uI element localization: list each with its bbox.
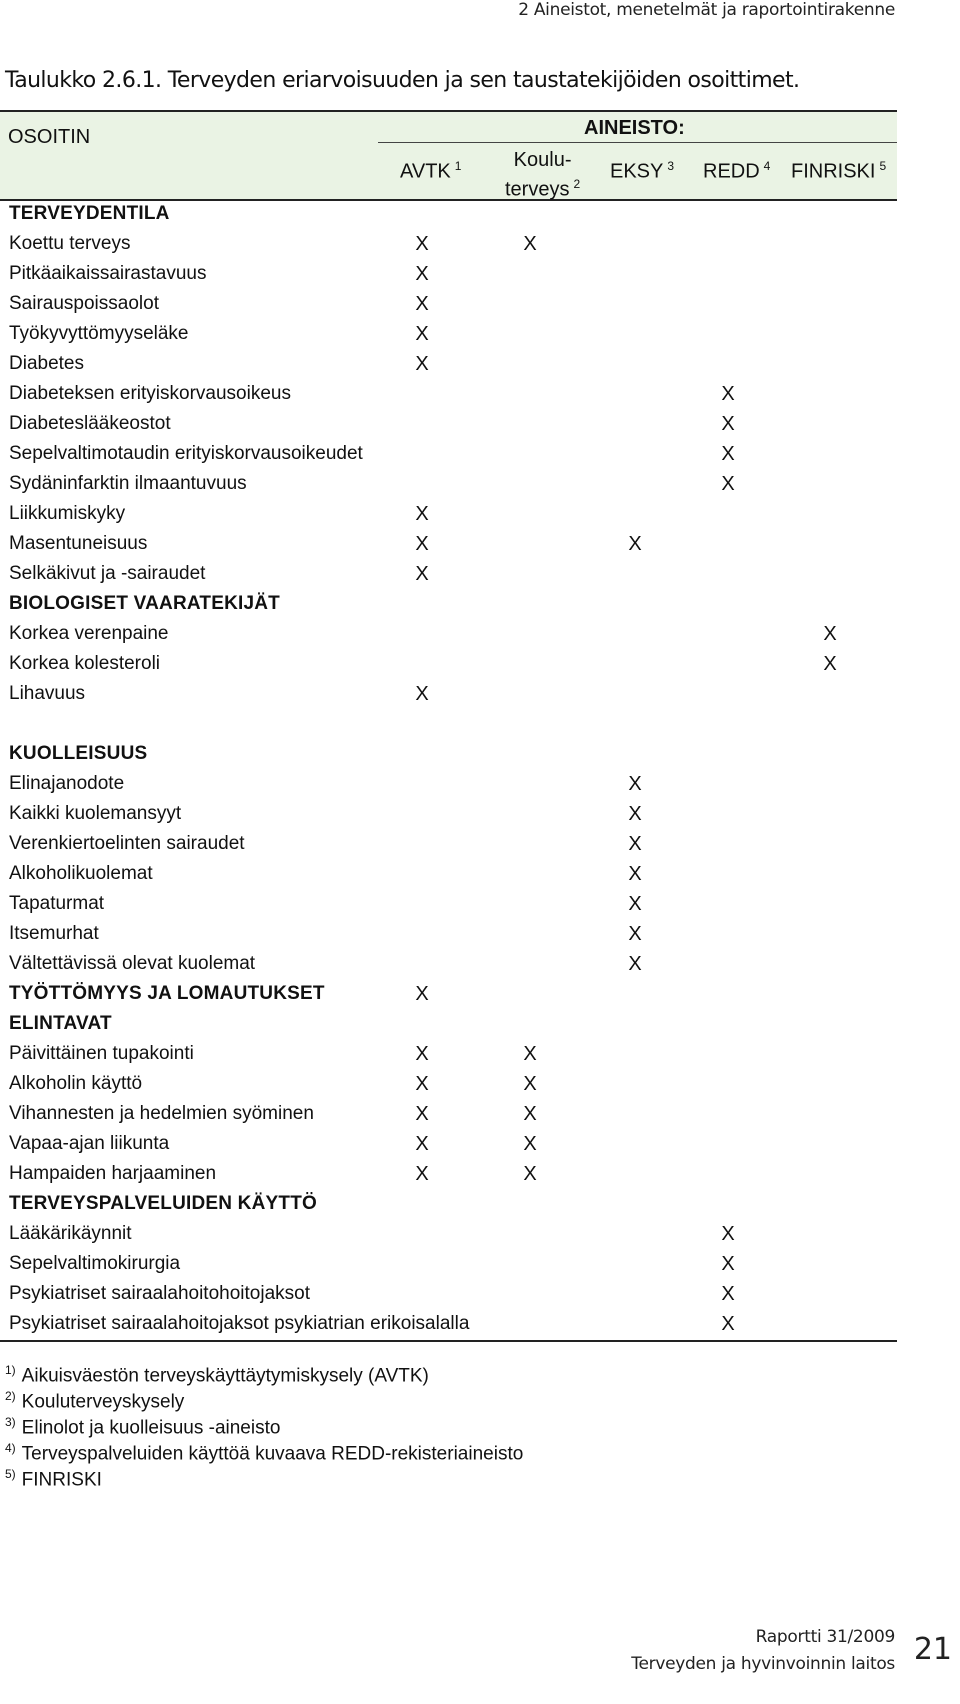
table-row (0, 229, 897, 259)
row-label: Masentuneisuus (9, 533, 148, 554)
page-number: 21 (913, 1632, 952, 1667)
cell-mark: X (415, 533, 429, 555)
cell-mark: X (415, 503, 429, 525)
cell-mark: X (721, 473, 735, 495)
column-header-sup: 1 (454, 159, 462, 173)
section-label: BIOLOGISET VAARATEKIJÄT (9, 593, 280, 614)
cell-mark: X (721, 413, 735, 435)
column-header-label: FINRISKI (791, 160, 876, 183)
cell-mark: X (721, 1223, 735, 1245)
footnote-text: Kouluterveyskysely (21, 1391, 185, 1413)
row-label: Vältettävissä olevat kuolemat (9, 953, 256, 974)
table-row (0, 499, 897, 529)
header-osoitin: OSOITIN (8, 126, 91, 148)
cell-mark: X (721, 443, 735, 465)
section-header-row (0, 589, 897, 619)
row-label: Verenkiertoelinten sairaudet (9, 833, 245, 854)
cell-mark: X (721, 1283, 735, 1305)
section-header-row (0, 1009, 897, 1039)
row-label: Tapaturmat (9, 893, 105, 914)
row-label: Koettu terveys (9, 233, 131, 254)
table-row (0, 559, 897, 589)
cell-mark: X (523, 1133, 537, 1155)
table-row (0, 679, 897, 709)
table-row (0, 409, 897, 439)
cell-mark: X (523, 1043, 537, 1065)
table-row (0, 769, 897, 799)
cell-mark: X (721, 383, 735, 405)
row-label: Vihannesten ja hedelmien syöminen (9, 1103, 314, 1124)
table-row (0, 1159, 897, 1189)
footnote (5, 1363, 523, 1389)
table-body (0, 199, 897, 1339)
column-header-sup: 4 (763, 159, 771, 173)
spacer-row (0, 709, 897, 739)
cell-mark: X (415, 1163, 429, 1185)
footnote (5, 1415, 523, 1441)
row-label: Selkäkivut ja -sairaudet (9, 563, 206, 584)
footer-report: Raportti 31/2009 (755, 1627, 895, 1647)
section-header-row (0, 979, 897, 1009)
cell-mark: X (628, 833, 642, 855)
row-label: Korkea verenpaine (9, 623, 169, 644)
table-row (0, 349, 897, 379)
column-header-label: EKSY (610, 160, 664, 183)
table-row (0, 619, 897, 649)
footnote-number: 4) (5, 1441, 16, 1455)
table-row (0, 529, 897, 559)
table-row (0, 1069, 897, 1099)
table-row (0, 859, 897, 889)
cell-mark: X (628, 803, 642, 825)
row-label: Sepelvaltimokirurgia (9, 1253, 181, 1274)
cell-mark: X (823, 653, 837, 675)
footnote-text: Aikuisväestön terveyskäyttäytymiskysely (AVTK) (21, 1365, 429, 1387)
footnote-text: Terveyspalveluiden käyttöä kuvaava REDD-rekisteriaineisto (21, 1443, 524, 1465)
cell-mark: X (415, 293, 429, 315)
column-header-label: Koulu- (513, 149, 572, 171)
header-aineisto: AINEISTO: (584, 117, 685, 139)
row-label: Lääkärikäynnit (9, 1223, 132, 1244)
table-row (0, 1219, 897, 1249)
table-row (0, 319, 897, 349)
section-header-row (0, 1189, 897, 1219)
table-row (0, 289, 897, 319)
row-label: Kaikki kuolemansyyt (9, 803, 182, 824)
cell-mark: X (415, 263, 429, 285)
section-label: KUOLLEISUUS (9, 743, 148, 764)
cell-mark: X (415, 1043, 429, 1065)
row-label: Työkyvyttömyyseläke (9, 323, 189, 344)
footnote-number: 2) (5, 1389, 16, 1403)
cell-mark: X (523, 1163, 537, 1185)
table-row (0, 829, 897, 859)
row-label: Elinajanodote (9, 773, 125, 794)
column-header-eksy (610, 159, 674, 184)
table-row (0, 1249, 897, 1279)
footnote (5, 1467, 523, 1493)
row-label: Pitkäaikaissairastavuus (9, 263, 207, 284)
cell-mark: X (523, 233, 537, 255)
column-header-sup: 2 (573, 177, 581, 191)
row-label: Hampaiden harjaaminen (9, 1163, 217, 1184)
cell-mark: X (523, 1103, 537, 1125)
cell-mark: X (415, 1073, 429, 1095)
column-header-sup: 5 (879, 159, 887, 173)
table-row (0, 1039, 897, 1069)
cell-mark: X (628, 533, 642, 555)
row-label: Itsemurhat (9, 923, 99, 944)
cell-mark: X (628, 923, 642, 945)
cell-mark: X (628, 863, 642, 885)
column-header-finriski (791, 159, 886, 184)
row-label: Diabeteksen erityiskorvausoikeus (9, 383, 291, 404)
row-label: Sairauspoissaolot (9, 293, 159, 314)
cell-mark: X (415, 1133, 429, 1155)
row-label: Alkoholikuolemat (9, 863, 153, 884)
section-label: TERVEYSPALVELUIDEN KÄYTTÖ (9, 1193, 317, 1214)
row-label: Diabetes (9, 353, 84, 374)
column-header-label: AVTK (400, 160, 451, 183)
row-label: Päivittäinen tupakointi (9, 1043, 194, 1064)
table-row (0, 949, 897, 979)
table-row (0, 439, 897, 469)
footnote-number: 3) (5, 1415, 16, 1429)
cell-mark: X (415, 353, 429, 375)
table-row (0, 649, 897, 679)
cell-mark: X (523, 1073, 537, 1095)
column-header-sup: 3 (667, 159, 675, 173)
row-label: Vapaa-ajan liikunta (9, 1133, 170, 1154)
aineisto-rule (378, 142, 897, 143)
table-row (0, 889, 897, 919)
cell-mark: X (823, 623, 837, 645)
column-header-avtk (400, 159, 461, 184)
row-label: Sepelvaltimotaudin erityiskorvausoikeudet (9, 443, 363, 464)
footnote-text: FINRISKI (21, 1469, 102, 1491)
section-label: ELINTAVAT (9, 1013, 112, 1034)
cell-mark: X (415, 233, 429, 255)
cell-mark: X (415, 1103, 429, 1125)
column-header-redd (703, 159, 770, 184)
cell-mark: X (721, 1253, 735, 1275)
footnote-number: 1) (5, 1363, 16, 1377)
column-header-kouluterveys (505, 148, 580, 202)
footnote (5, 1441, 523, 1467)
cell-mark: X (415, 683, 429, 705)
column-header-label: terveys (505, 178, 570, 201)
cell-mark: X (628, 953, 642, 975)
table-row (0, 379, 897, 409)
row-label: Psykiatriset sairaalahoitojaksot psykiatrian erikoisalalla (9, 1313, 470, 1334)
section-header-row (0, 739, 897, 769)
section-label: TERVEYDENTILA (9, 203, 170, 224)
table-caption: Taulukko 2.6.1. Terveyden eriarvoisuuden ja sen taustatekijöiden osoittimet. (5, 68, 800, 93)
footnotes (5, 1363, 523, 1493)
column-header-label: REDD (703, 160, 760, 183)
row-label: Lihavuus (9, 683, 86, 704)
table-row (0, 259, 897, 289)
footer-institute: Terveyden ja hyvinvoinnin laitos (631, 1654, 895, 1674)
row-label: Liikkumiskyky (9, 503, 126, 524)
row-label: Psykiatriset sairaalahoitohoitojaksot (9, 1283, 310, 1304)
row-label: Korkea kolesteroli (9, 653, 161, 674)
footnote-number: 5) (5, 1467, 16, 1481)
footnote (5, 1389, 523, 1415)
cell-mark: X (415, 983, 429, 1005)
cell-mark: X (415, 563, 429, 585)
page-footer (631, 1624, 895, 1678)
row-label: Sydäninfarktin ilmaantuvuus (9, 473, 247, 494)
table-header (0, 110, 897, 201)
section-label: TYÖTTÖMYYS JA LOMAUTUKSET (9, 983, 325, 1004)
cell-mark: X (628, 893, 642, 915)
table-row (0, 1279, 897, 1309)
table-row (0, 919, 897, 949)
row-label: Diabeteslääkeostot (9, 413, 171, 434)
table-row (0, 799, 897, 829)
cell-mark: X (721, 1313, 735, 1335)
cell-mark: X (415, 323, 429, 345)
table-row (0, 1129, 897, 1159)
table-bottom-rule (0, 1340, 897, 1342)
section-header-row (0, 199, 897, 229)
running-header: 2 Aineistot, menetelmät ja raportointirakenne (518, 0, 895, 20)
cell-mark: X (628, 773, 642, 795)
row-label: Alkoholin käyttö (9, 1073, 143, 1094)
table-row (0, 1099, 897, 1129)
table-row (0, 1309, 897, 1339)
table-row (0, 469, 897, 499)
footnote-text: Elinolot ja kuolleisuus -aineisto (21, 1417, 281, 1439)
